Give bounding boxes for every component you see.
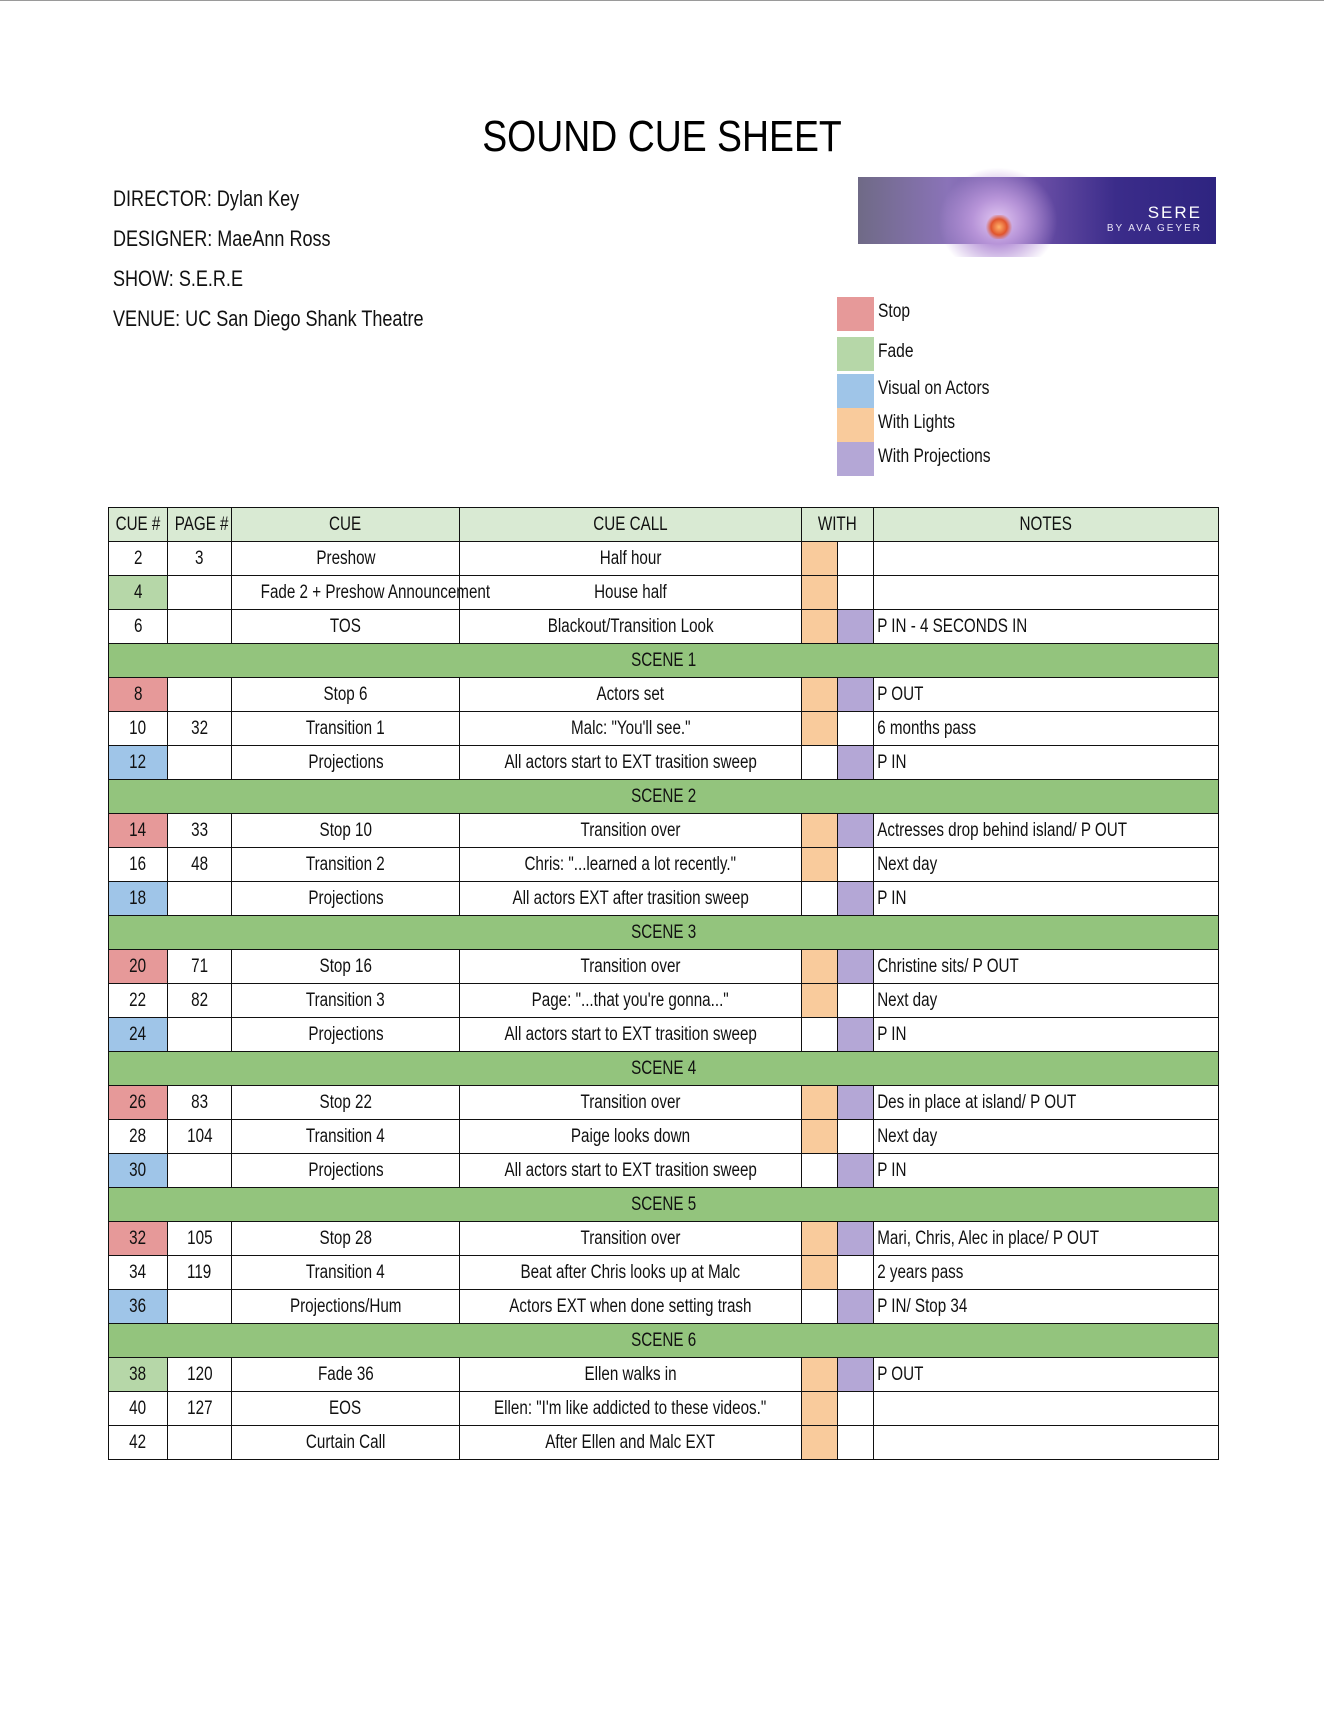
notes-cell	[874, 542, 1219, 576]
with-lights-cell	[802, 678, 838, 712]
legend-label: With Lights	[878, 412, 956, 433]
notes-cell: P IN/ Stop 34	[874, 1290, 1219, 1324]
cue-call-cell: Chris: "...learned a lot recently."	[460, 848, 802, 882]
header-page-number: PAGE #	[168, 508, 232, 542]
with-lights-cell	[802, 712, 838, 746]
cue-call-cell: Actors set	[460, 678, 802, 712]
cue-call-cell: All actors EXT after trasition sweep	[460, 882, 802, 916]
table-row	[109, 1426, 1219, 1460]
page-number-cell	[168, 610, 232, 644]
notes-cell	[874, 1426, 1219, 1460]
page-number-cell: 33	[168, 814, 232, 848]
cue-number-cell: 12	[109, 746, 168, 780]
table-row	[109, 678, 1219, 712]
designer-line: DESIGNER: MaeAnn Ross	[113, 226, 331, 251]
cue-name-cell: EOS	[232, 1392, 460, 1426]
table-row	[109, 712, 1219, 746]
legend-swatch	[837, 374, 874, 408]
legend-label: With Projections	[878, 446, 991, 467]
notes-cell: P OUT	[874, 1358, 1219, 1392]
with-projections-cell	[838, 1120, 874, 1154]
page-number-cell	[168, 1018, 232, 1052]
cue-name-cell: Transition 1	[232, 712, 460, 746]
logo-wordmark: SERE	[1147, 203, 1202, 222]
cue-name-cell: Fade 2 + Preshow Announcement	[232, 576, 460, 610]
with-lights-cell	[802, 576, 838, 610]
page-number-cell: 120	[168, 1358, 232, 1392]
legend-swatch	[837, 337, 874, 371]
cue-number-cell: 10	[109, 712, 168, 746]
cue-name-cell: Curtain Call	[232, 1426, 460, 1460]
page-number-cell: 105	[168, 1222, 232, 1256]
show-logo	[858, 177, 1216, 244]
notes-cell: P IN	[874, 882, 1219, 916]
cue-number-cell: 32	[109, 1222, 168, 1256]
with-projections-cell	[838, 542, 874, 576]
scene-title: SCENE 4	[109, 1052, 1219, 1086]
cue-call-cell: Malc: "You'll see."	[460, 712, 802, 746]
cue-call-cell: All actors start to EXT trasition sweep	[460, 1018, 802, 1052]
table-row	[109, 1392, 1219, 1426]
header-cue: CUE	[232, 508, 460, 542]
cue-number-cell: 38	[109, 1358, 168, 1392]
notes-cell	[874, 576, 1219, 610]
with-projections-cell	[838, 1222, 874, 1256]
with-lights-cell	[802, 1154, 838, 1188]
with-projections-cell	[838, 712, 874, 746]
cue-name-cell: Transition 4	[232, 1120, 460, 1154]
table-row	[109, 1290, 1219, 1324]
table-row	[109, 814, 1219, 848]
cue-name-cell: TOS	[232, 610, 460, 644]
cue-call-cell: Paige looks down	[460, 1120, 802, 1154]
page-number-cell: 3	[168, 542, 232, 576]
with-projections-cell	[838, 882, 874, 916]
notes-cell: P IN	[874, 1018, 1219, 1052]
legend-swatch	[837, 297, 874, 331]
page-number-cell	[168, 746, 232, 780]
cue-name-cell: Stop 10	[232, 814, 460, 848]
with-lights-cell	[802, 1392, 838, 1426]
with-projections-cell	[838, 1426, 874, 1460]
with-lights-cell	[802, 1358, 838, 1392]
cue-call-cell: All actors start to EXT trasition sweep	[460, 746, 802, 780]
with-projections-cell	[838, 1086, 874, 1120]
cue-call-cell: After Ellen and Malc EXT	[460, 1426, 802, 1460]
table-row	[109, 576, 1219, 610]
with-projections-cell	[838, 1290, 874, 1324]
table-row	[109, 984, 1219, 1018]
cue-table	[108, 507, 1219, 1460]
scene-header-row	[109, 916, 1219, 950]
scene-header-row	[109, 780, 1219, 814]
page-number-cell	[168, 1290, 232, 1324]
with-lights-cell	[802, 984, 838, 1018]
legend-swatch	[837, 442, 874, 476]
cue-number-cell: 18	[109, 882, 168, 916]
cue-call-cell: Page: "...that you're gonna..."	[460, 984, 802, 1018]
cue-call-cell: Blackout/Transition Look	[460, 610, 802, 644]
cue-number-cell: 26	[109, 1086, 168, 1120]
cue-number-cell: 28	[109, 1120, 168, 1154]
with-lights-cell	[802, 1120, 838, 1154]
page-number-cell: 32	[168, 712, 232, 746]
notes-cell: Christine sits/ P OUT	[874, 950, 1219, 984]
cue-number-cell: 8	[109, 678, 168, 712]
with-lights-cell	[802, 1222, 838, 1256]
with-projections-cell	[838, 1154, 874, 1188]
with-lights-cell	[802, 1086, 838, 1120]
cue-call-cell: Beat after Chris looks up at Malc	[460, 1256, 802, 1290]
table-row	[109, 848, 1219, 882]
header-cue-number: CUE #	[109, 508, 168, 542]
page-number-cell: 48	[168, 848, 232, 882]
table-row	[109, 1018, 1219, 1052]
scene-title: SCENE 5	[109, 1188, 1219, 1222]
with-lights-cell	[802, 1256, 838, 1290]
cue-number-cell: 2	[109, 542, 168, 576]
cue-call-cell: Ellen: "I'm like addicted to these videos."	[460, 1392, 802, 1426]
with-projections-cell	[838, 814, 874, 848]
cue-call-cell: Ellen walks in	[460, 1358, 802, 1392]
table-row	[109, 950, 1219, 984]
legend-label: Fade	[878, 341, 914, 362]
table-row	[109, 746, 1219, 780]
cue-number-cell: 4	[109, 576, 168, 610]
table-header-row	[109, 508, 1219, 542]
notes-cell: Next day	[874, 848, 1219, 882]
cue-name-cell: Stop 6	[232, 678, 460, 712]
table-row	[109, 610, 1219, 644]
notes-cell: P IN	[874, 1154, 1219, 1188]
cue-number-cell: 6	[109, 610, 168, 644]
with-projections-cell	[838, 1256, 874, 1290]
scene-title: SCENE 6	[109, 1324, 1219, 1358]
header-cue-call: CUE CALL	[460, 508, 802, 542]
legend-swatch	[837, 408, 874, 442]
show-line: SHOW: S.E.R.E	[113, 266, 243, 291]
with-lights-cell	[802, 1018, 838, 1052]
page-number-cell	[168, 1154, 232, 1188]
table-row	[109, 882, 1219, 916]
cue-call-cell: Half hour	[460, 542, 802, 576]
header-notes: NOTES	[874, 508, 1219, 542]
with-lights-cell	[802, 882, 838, 916]
cue-call-cell: Transition over	[460, 1086, 802, 1120]
cue-name-cell: Fade 36	[232, 1358, 460, 1392]
director-line: DIRECTOR: Dylan Key	[113, 186, 300, 211]
scene-header-row	[109, 1052, 1219, 1086]
legend-item	[837, 297, 1097, 331]
scene-header-row	[109, 644, 1219, 678]
venue-line: VENUE: UC San Diego Shank Theatre	[113, 306, 424, 331]
cue-call-cell: Transition over	[460, 950, 802, 984]
legend-item	[837, 408, 1097, 442]
page-number-cell	[168, 576, 232, 610]
notes-cell: Actresses drop behind island/ P OUT	[874, 814, 1219, 848]
notes-cell: Next day	[874, 1120, 1219, 1154]
scene-header-row	[109, 1324, 1219, 1358]
table-row	[109, 1222, 1219, 1256]
table-row	[109, 1086, 1219, 1120]
cue-number-cell: 30	[109, 1154, 168, 1188]
page-top-border	[0, 0, 1324, 1]
cue-call-cell: Transition over	[460, 814, 802, 848]
with-projections-cell	[838, 678, 874, 712]
logo-byline: BY AVA GEYER	[1106, 223, 1202, 234]
notes-cell	[874, 1392, 1219, 1426]
cue-name-cell: Projections	[232, 882, 460, 916]
cue-name-cell: Projections	[232, 1154, 460, 1188]
with-projections-cell	[838, 848, 874, 882]
logo-burst-graphic	[938, 167, 1058, 257]
legend-item	[837, 337, 1097, 371]
cue-name-cell: Projections	[232, 1018, 460, 1052]
scene-title: SCENE 2	[109, 780, 1219, 814]
cue-number-cell: 36	[109, 1290, 168, 1324]
table-row	[109, 1256, 1219, 1290]
with-projections-cell	[838, 746, 874, 780]
with-projections-cell	[838, 1018, 874, 1052]
cue-name-cell: Stop 16	[232, 950, 460, 984]
page-number-cell: 127	[168, 1392, 232, 1426]
with-lights-cell	[802, 746, 838, 780]
cue-call-cell: Actors EXT when done setting trash	[460, 1290, 802, 1324]
notes-cell: 6 months pass	[874, 712, 1219, 746]
cue-number-cell: 20	[109, 950, 168, 984]
notes-cell: 2 years pass	[874, 1256, 1219, 1290]
scene-title: SCENE 1	[109, 644, 1219, 678]
table-row	[109, 1154, 1219, 1188]
cue-name-cell: Transition 4	[232, 1256, 460, 1290]
table-row	[109, 1358, 1219, 1392]
scene-header-row	[109, 1188, 1219, 1222]
cue-name-cell: Stop 28	[232, 1222, 460, 1256]
with-lights-cell	[802, 950, 838, 984]
scene-title: SCENE 3	[109, 916, 1219, 950]
cue-name-cell: Projections	[232, 746, 460, 780]
production-info	[113, 184, 492, 344]
cue-number-cell: 16	[109, 848, 168, 882]
page-number-cell: 83	[168, 1086, 232, 1120]
notes-cell: P IN	[874, 746, 1219, 780]
cue-call-cell: All actors start to EXT trasition sweep	[460, 1154, 802, 1188]
with-projections-cell	[838, 950, 874, 984]
legend-label: Visual on Actors	[878, 378, 990, 399]
with-projections-cell	[838, 984, 874, 1018]
cue-call-cell: House half	[460, 576, 802, 610]
with-lights-cell	[802, 542, 838, 576]
page-number-cell: 119	[168, 1256, 232, 1290]
with-projections-cell	[838, 1392, 874, 1426]
page-number-cell	[168, 1426, 232, 1460]
notes-cell: Mari, Chris, Alec in place/ P OUT	[874, 1222, 1219, 1256]
page-number-cell: 71	[168, 950, 232, 984]
with-lights-cell	[802, 610, 838, 644]
legend-label: Stop	[878, 301, 911, 322]
cue-name-cell: Projections/Hum	[232, 1290, 460, 1324]
table-row	[109, 542, 1219, 576]
notes-cell: Next day	[874, 984, 1219, 1018]
with-projections-cell	[838, 610, 874, 644]
with-lights-cell	[802, 814, 838, 848]
with-lights-cell	[802, 1290, 838, 1324]
with-projections-cell	[838, 576, 874, 610]
cue-number-cell: 40	[109, 1392, 168, 1426]
cue-number-cell: 14	[109, 814, 168, 848]
cue-name-cell: Stop 22	[232, 1086, 460, 1120]
cue-number-cell: 22	[109, 984, 168, 1018]
page-number-cell	[168, 882, 232, 916]
header-with: WITH	[802, 508, 874, 542]
logo-spark-graphic	[986, 215, 1012, 239]
notes-cell: Des in place at island/ P OUT	[874, 1086, 1219, 1120]
notes-cell: P IN - 4 SECONDS IN	[874, 610, 1219, 644]
cue-name-cell: Transition 3	[232, 984, 460, 1018]
page-number-cell	[168, 678, 232, 712]
cue-name-cell: Preshow	[232, 542, 460, 576]
page-number-cell: 82	[168, 984, 232, 1018]
page-number-cell: 104	[168, 1120, 232, 1154]
cue-number-cell: 42	[109, 1426, 168, 1460]
cue-number-cell: 24	[109, 1018, 168, 1052]
cue-name-cell: Transition 2	[232, 848, 460, 882]
with-projections-cell	[838, 1358, 874, 1392]
cue-number-cell: 34	[109, 1256, 168, 1290]
legend-item	[837, 374, 1097, 408]
notes-cell: P OUT	[874, 678, 1219, 712]
page-title: SOUND CUE SHEET	[482, 112, 842, 161]
with-lights-cell	[802, 848, 838, 882]
with-lights-cell	[802, 1426, 838, 1460]
cue-call-cell: Transition over	[460, 1222, 802, 1256]
legend-item	[837, 442, 1097, 476]
table-row	[109, 1120, 1219, 1154]
